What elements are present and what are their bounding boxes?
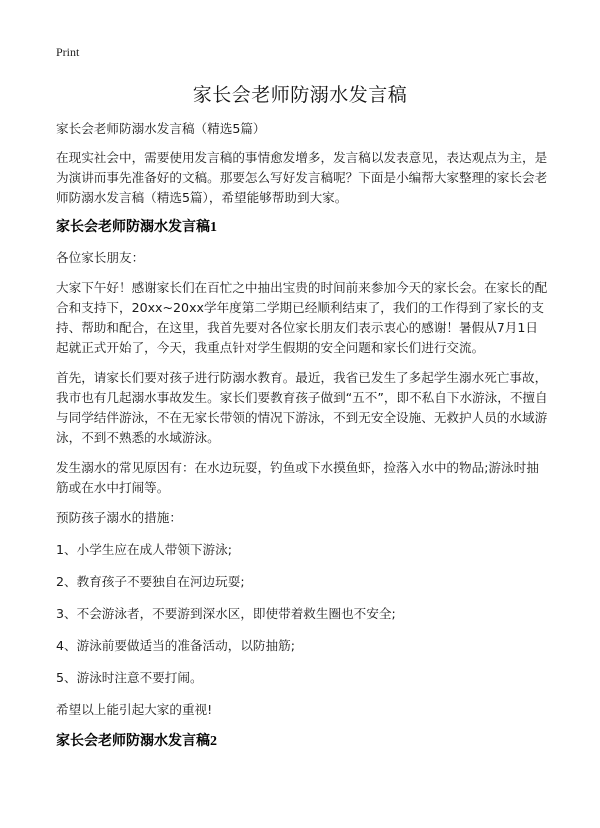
- list-item: 2、教育孩子不要独自在河边玩耍;: [56, 574, 245, 589]
- body-paragraph-3: 发生溺水的常见原因有：在水边玩耍，钓鱼或下水摸鱼虾，捡落入水中的物品;游泳时抽筋或在水中打闹等。: [56, 460, 539, 495]
- section-heading-2: 家长会老师防溺水发言稿2: [56, 734, 217, 749]
- document-subtitle: 家长会老师防溺水发言稿（精选5篇）: [56, 121, 266, 136]
- greeting-paragraph: 各位家长朋友：: [56, 250, 145, 265]
- section-heading-1: 家长会老师防溺水发言稿1: [56, 220, 217, 235]
- list-item: 4、游泳前要做适当的准备活动，以防抽筋;: [56, 638, 295, 653]
- print-label: Print: [56, 45, 80, 59]
- document-body: [56, 119, 550, 762]
- list-item: 5、游泳时注意不要打闹。: [56, 670, 203, 685]
- measures-title: 预防孩子溺水的措施：: [56, 510, 182, 525]
- closing-paragraph: 希望以上能引起大家的重视!: [56, 702, 213, 717]
- intro-paragraph: 在现实社会中，需要使用发言稿的事情愈发增多，发言稿以发表意见，表达观点为主，是为演讲而事先准备好的文稿。那要怎么写好发言稿呢？下面是小编帮大家整理的家长会老师防溺水发言稿（精选5篇），希望能够帮助到大家。: [56, 150, 548, 205]
- document-title: 家长会老师防溺水发言稿: [192, 84, 408, 106]
- body-paragraph-2: 首先，请家长们要对孩子进行防溺水教育。最近，我省已发生了多起学生溺水死亡事故，我市也有几起溺水事故发生。家长们要教育孩子做到“五不”，即不私自下水游泳，不擅自与同学结伴游泳，不在无家长带领的情况下游泳，不到无安全设施、无救护人员的水域游泳，不到不熟悉的水域游泳。: [56, 370, 548, 445]
- list-item: 1、小学生应在成人带领下游泳;: [56, 542, 232, 557]
- body-paragraph-1: 大家下午好！感谢家长们在百忙之中抽出宝贵的时间前来参加今天的家长会。在家长的配合和支持下，20xx~20xx学年度第二学期已经顺利结束了，我们的工作得到了家长的支持、帮助和配合，在这里，我首先要对各位家长朋友们表示衷心的感谢！暑假从7月1日起就正式开始了，今天，我重点针对学生假期的安全问题和家长们进行交流。: [56, 280, 548, 355]
- list-item: 3、不会游泳者，不要游到深水区，即使带着救生圈也不安全;: [56, 606, 396, 621]
